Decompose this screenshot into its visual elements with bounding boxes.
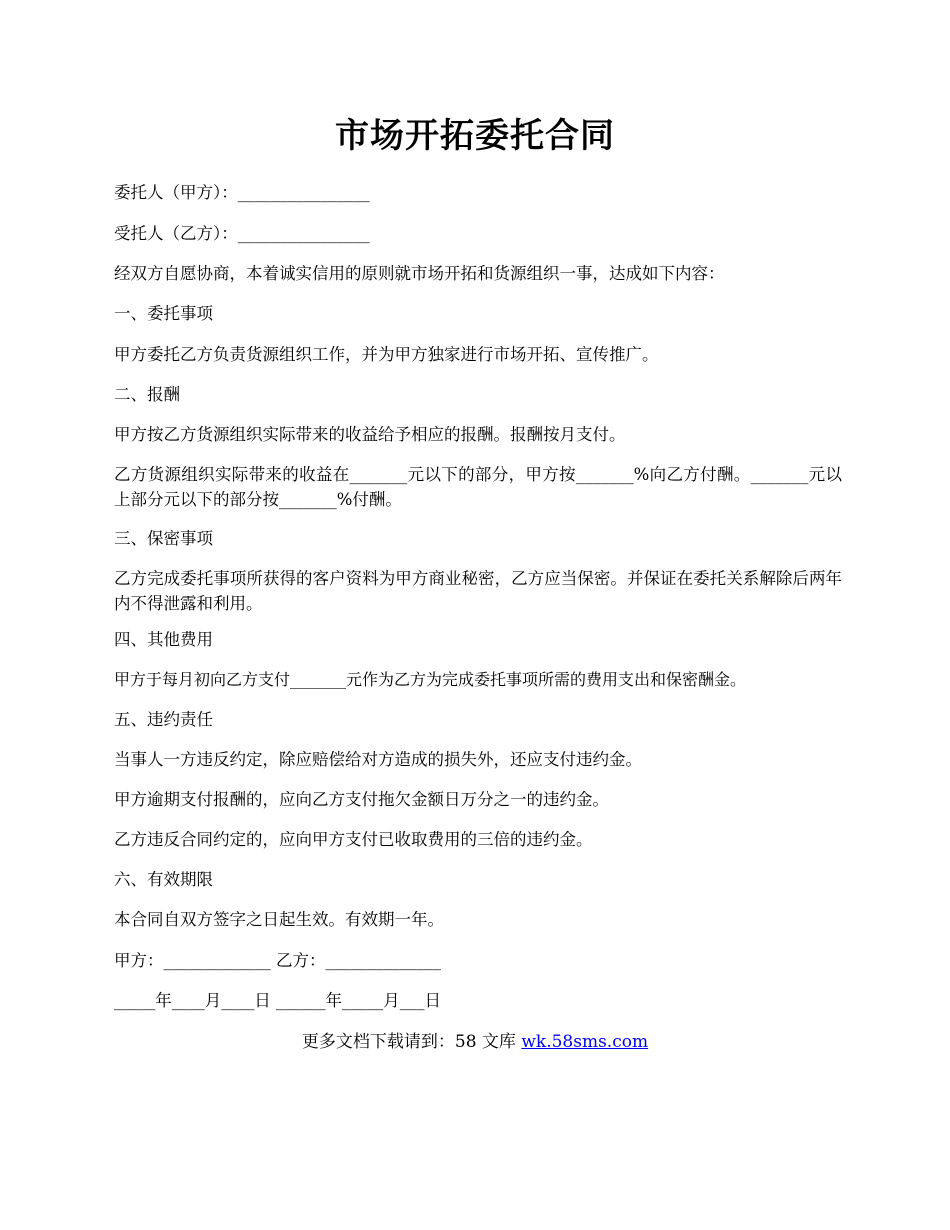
- section-heading: 四、其他费用: [114, 630, 213, 649]
- principal-line: 委托人（甲方）：________________: [114, 183, 370, 202]
- section-paragraph: 乙方货源组织实际带来的收益在_______元以下的部分，甲方按_______%向乙方付酬。_______元以上部分元以下的部分按_______%付酬。: [114, 465, 842, 509]
- intro-paragraph: 经双方自愿协商，本着诚实信用的原则就市场开拓和货源组织一事，达成如下内容：: [114, 264, 725, 283]
- document-title: 市场开拓委托合同: [335, 116, 615, 156]
- section-paragraph: 甲方逾期支付报酬的，应向乙方支付拖欠金额日万分之一的违约金。: [114, 790, 609, 809]
- section-paragraph: 甲方委托乙方负责货源组织工作，并为甲方独家进行市场开拓、宣传推广。: [114, 345, 659, 364]
- section-heading: 二、报酬: [114, 385, 180, 404]
- section-paragraph: 乙方完成委托事项所获得的客户资料为甲方商业秘密，乙方应当保密。并保证在委托关系解除后两年内不得泄露和利用。: [114, 569, 842, 613]
- section-paragraph: 乙方违反合同约定的，应向甲方支付已收取费用的三倍的违约金。: [114, 830, 593, 849]
- section-heading: 三、保密事项: [114, 529, 213, 548]
- section-paragraph: 本合同自双方签字之日起生效。有效期一年。: [114, 910, 444, 929]
- footer-link[interactable]: wk.58sms.com: [521, 1032, 649, 1052]
- agent-line: 受托人（乙方）：________________: [114, 224, 370, 243]
- signature-line: 甲方：_____________ 乙方：______________: [114, 951, 441, 970]
- section-paragraph: 甲方按乙方货源组织实际带来的收益给予相应的报酬。报酬按月支付。: [114, 425, 626, 444]
- footer: [0, 1029, 950, 1055]
- date-line: _____年____月____日 ______年_____月___日: [114, 991, 441, 1010]
- section-heading: 一、委托事项: [114, 304, 213, 323]
- section-paragraph: 当事人一方违反约定，除应赔偿给对方造成的损失外，还应支付违约金。: [114, 750, 642, 769]
- section-paragraph: 甲方于每月初向乙方支付_______元作为乙方为完成委托事项所需的费用支出和保密酬金。: [114, 670, 747, 689]
- footer-text: 更多文档下载请到：58 文库: [301, 1032, 522, 1052]
- section-heading: 六、有效期限: [114, 870, 213, 889]
- section-heading: 五、违约责任: [114, 710, 213, 729]
